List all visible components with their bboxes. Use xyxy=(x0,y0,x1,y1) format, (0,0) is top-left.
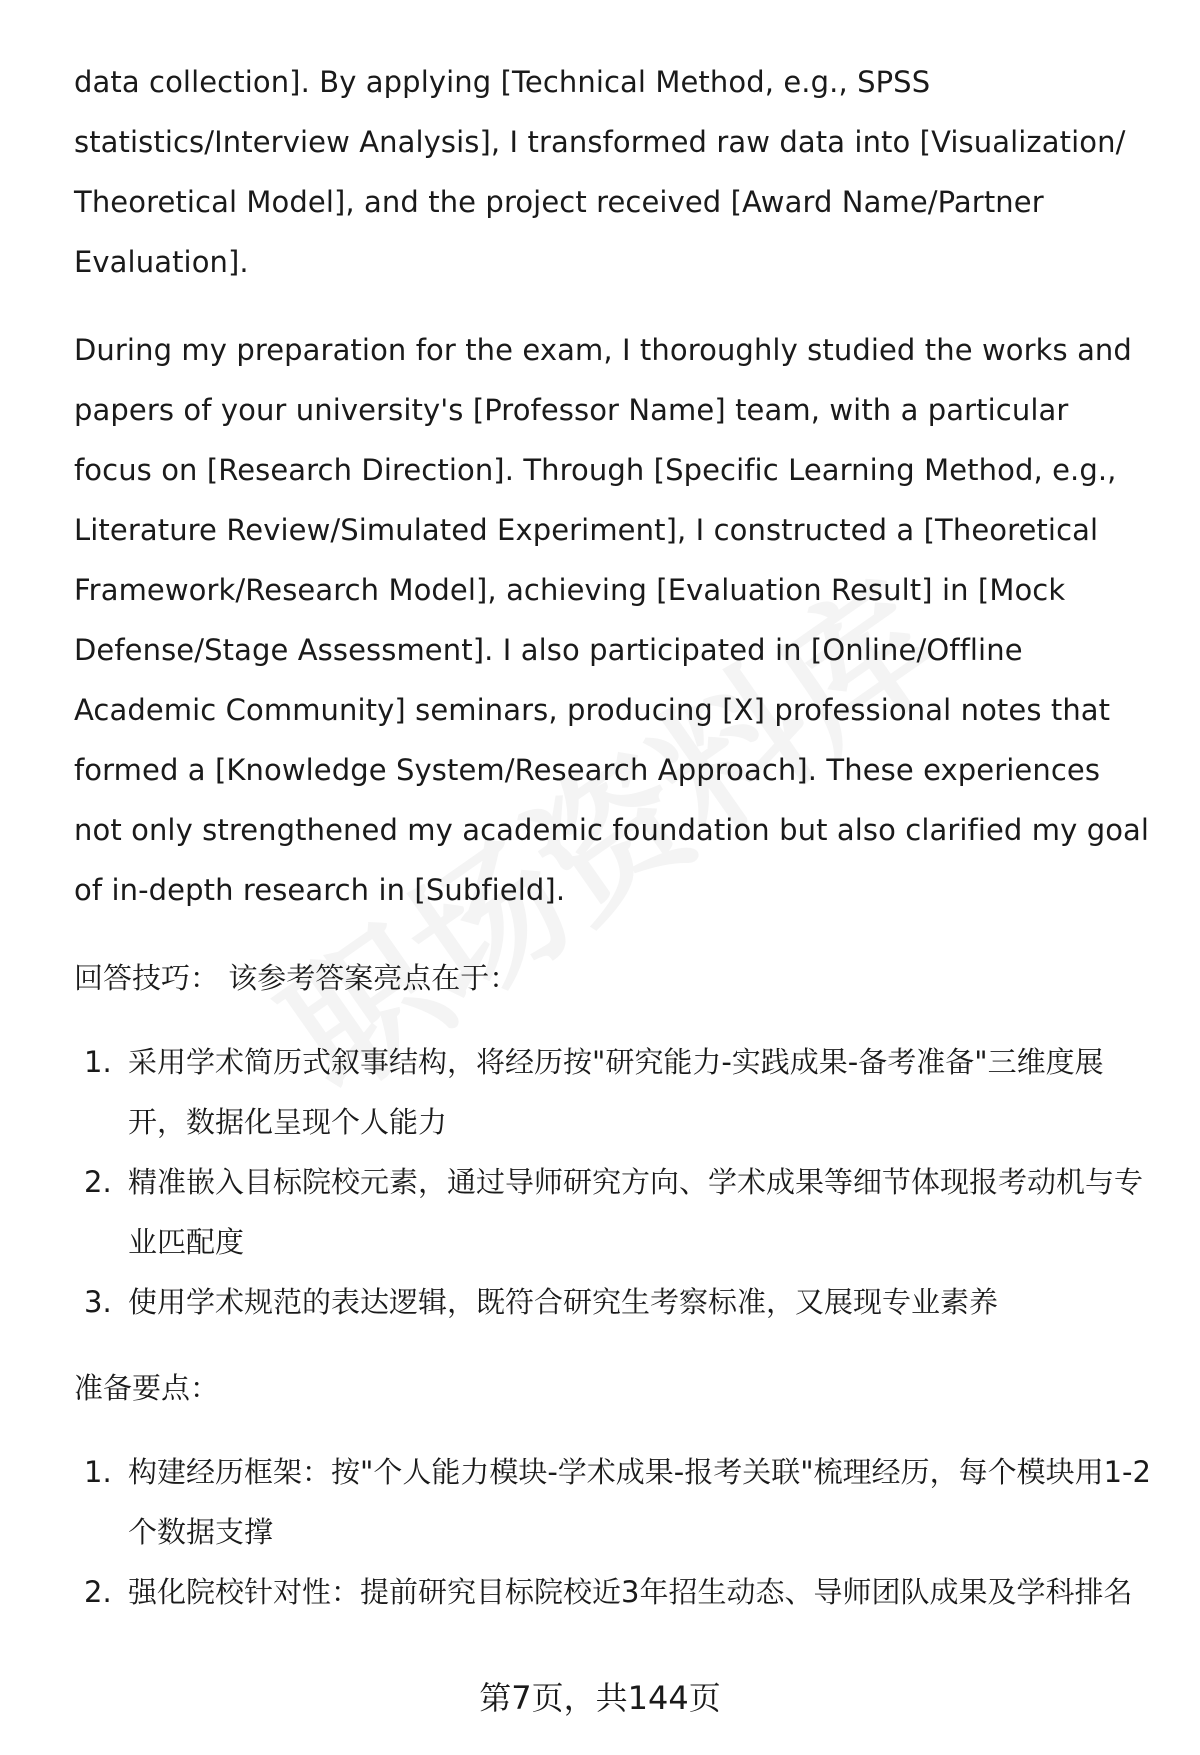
list-number: 1. xyxy=(84,1045,112,1079)
document-body xyxy=(74,52,1154,1648)
list-item xyxy=(74,1442,1154,1562)
list-item-text: 强化院校针对性：提前研究目标院校近3年招生动态、导师团队成果及学科排名 xyxy=(128,1575,1133,1609)
list-item-text: 构建经历框架：按"个人能力模块-学术成果-报考关联"梳理经历，每个模块用1-2个数据支撑 xyxy=(128,1455,1151,1549)
list-item xyxy=(74,1562,1154,1622)
list-item-text: 使用学术规范的表达逻辑，既符合研究生考察标准，又展现专业素养 xyxy=(128,1285,999,1319)
list-number: 3. xyxy=(84,1285,112,1319)
paragraph-1: data collection]. By applying [Technical Method, e.g., SPSS statistics/Interview Analysis], I transformed raw data into [Visualization/ Theoretical Model], and the project received [Award Name/Partner Evaluation]. xyxy=(74,65,1126,279)
page-number: 第7页，共144页 xyxy=(479,1679,721,1717)
list-item xyxy=(74,1272,1154,1332)
tips-list xyxy=(74,1032,1154,1332)
list-number: 2. xyxy=(84,1165,112,1199)
list-number: 1. xyxy=(84,1455,112,1489)
prep-heading: 准备要点： xyxy=(74,1371,220,1405)
list-item xyxy=(74,1152,1154,1272)
prep-list xyxy=(74,1442,1154,1622)
tips-heading: 回答技巧： 该参考答案亮点在于： xyxy=(74,961,519,995)
list-item xyxy=(74,1032,1154,1152)
list-item-text: 精准嵌入目标院校元素，通过导师研究方向、学术成果等细节体现报考动机与专业匹配度 xyxy=(128,1165,1144,1259)
list-number: 2. xyxy=(84,1575,112,1609)
paragraph-2: During my preparation for the exam, I thoroughly studied the works and papers of your university's [Professor Name] team, with a particular focus on [Research Direction]. Through [Specific Learning Method, e.g., Literature Review/Simulated Experiment], I constructed a [Theoretical Framework/Research Model], achieving [Evaluation Result] in [Mock Defense/Stage Assessment]. I also participated in [Online/Offline Academic Community] seminars, producing [X] professional notes that formed a [Knowledge System/Research Approach]. These experiences not only strengthened my academic foundation but also clarified my goal of in-depth research in [Subfield]. xyxy=(74,333,1150,907)
list-item-text: 采用学术简历式叙事结构，将经历按"研究能力-实践成果-备考准备"三维度展开，数据化呈现个人能力 xyxy=(128,1045,1104,1139)
